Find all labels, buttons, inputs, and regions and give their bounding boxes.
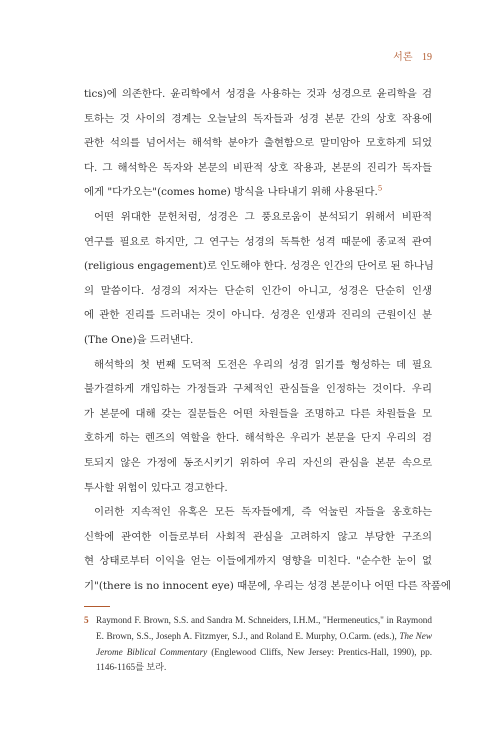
text-line [84,525,432,550]
text-line [84,82,432,107]
text-line [84,180,432,205]
text-line-content: 의 말씀이다. 성경의 저자는 단순히 인간이 아니고, 성경은 단순히 인생 [84,284,432,297]
text-line [84,156,432,181]
text-line-content: 해석학의 첫 번째 도덕적 도전은 우리의 성경 읽기를 형성하는 데 필요 [94,358,432,371]
text-line-content: 토하는 것 사이의 경계는 오늘날의 독자들과 성경 본문 간의 상호 작용에 [84,112,432,125]
text-line [84,279,432,304]
text-line [84,328,432,353]
text-line-content: 토되지 않은 가정에 동조시키기 위하여 우리 자신의 관심을 본문 속으로 [84,456,432,469]
text-line-content: 에 관한 진리를 드러내는 것이 아니다. 성경은 인생과 진리의 근원이신 분 [84,309,432,322]
text-line [84,574,451,599]
text-line-content: 불가결하게 개입하는 가정들과 구체적인 관심들을 인정하는 것이다. 우리 [84,383,432,396]
footnote-book-title: Jerome Biblical Commentary [96,646,208,657]
text-line [84,303,432,328]
text-line-content: 관한 석의를 넘어서는 해석학 분야가 출현함으로 말미암아 모호하게 되었 [84,137,432,150]
text-line [84,500,432,525]
text-line-content: 이러한 지속적인 유혹은 모든 독자들에게, 즉 억눌린 자들을 옹호하는 [94,506,432,519]
page-number: 19 [422,52,432,63]
section-title: 서론 [393,52,413,63]
text-line-content: 에게 "다가오는"(comes home) 방식을 나타내기 위해 사용된다. [84,186,378,199]
text-line [84,549,432,574]
text-line [84,426,432,451]
text-line-content: (religious engagement)로 인도해야 한다. 성경은 인간의 단어로 된 하나님 [84,260,434,273]
text-line-content: 연구를 필요로 하지만, 그 연구는 성경의 독특한 성격 때문에 종교적 관여 [84,235,432,248]
text-line-content: 현 상태로부터 이익을 얻는 이들에게까지 영향을 미친다. "순수한 눈이 없 [84,555,432,568]
text-line-content: 다. 그 해석학은 독자와 본문의 비판적 상호 작용과, 본문의 진리가 독자들 [84,161,432,174]
footnote-book-title-start: The New [399,630,432,641]
text-line [84,476,432,501]
text-line [84,254,432,279]
running-header [393,48,432,63]
text-line-content: (The One)을 드러낸다. [84,333,194,346]
text-line-content: 기"(there is no innocent eye) 때문에, 우리는 성경 본문이나 어떤 다른 작품에 [84,579,451,592]
text-line-content: 호하게 하는 렌즈의 역할을 한다. 해석학은 우리가 본문을 단지 우리의 검 [84,432,432,445]
footnote-line: Raymond F. Brown, S.S. and Sandra M. Schneiders, I.H.M., "Hermeneutics," in Raymond [96,615,432,625]
text-line-content: 신학에 관여한 이들로부터 사회적 관심을 고려하지 않고 부당한 구조의 [84,530,432,543]
footnote-line3-rest: (Englewood Cliffs, New Jersey: Prentics-Hall, 1990), pp. [207,646,432,657]
text-line-content: 투사할 위험이 있다고 경고한다. [84,481,228,494]
footnote [84,613,432,676]
body-text [84,82,451,598]
text-line [84,107,432,132]
footnote-line [96,629,432,645]
footnote-rule [84,606,110,607]
text-line [84,377,432,402]
text-line-content: 어떤 위대한 문헌처럼, 성경은 그 풍요로움이 분석되기 위해서 비판적 [94,210,432,223]
footnote-number: 5 [84,615,89,625]
text-line-content: 가 본문에 대해 갖는 질문들은 어떤 차원들을 조명하고 다른 차원들을 모 [84,407,432,420]
footnote-line2-text: E. Brown, S.S., Joseph A. Fitzmyer, S.J., and Roland E. Murphy, O.Carm. (eds.), The New [96,630,432,641]
text-line [84,353,432,378]
text-line [84,402,432,427]
text-line [84,230,432,255]
text-line-content: tics)에 의존한다. 윤리학에서 성경을 사용하는 것과 성경으로 윤리학을 검 [84,88,432,100]
footnote-reference[interactable]: 5 [377,184,383,193]
text-line [84,451,432,476]
text-line [84,205,432,230]
footnote-line: 1146-1165를 보라. [96,662,167,673]
text-line [84,131,432,156]
footnote-line [96,645,432,661]
